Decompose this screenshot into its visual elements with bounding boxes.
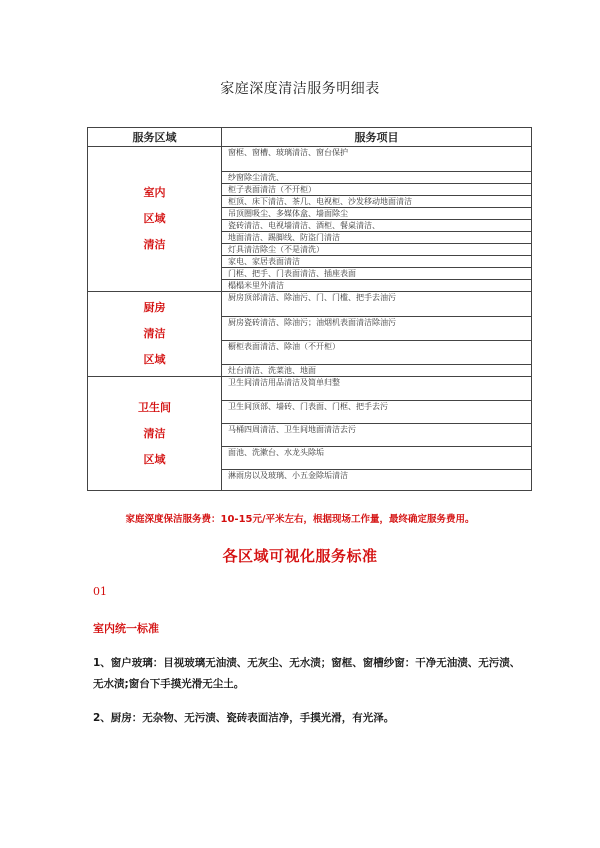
- area-label: 区域: [143, 353, 166, 366]
- service-item: 吊顶圈吸尘、多媒体盒、墙面除尘: [222, 208, 532, 220]
- service-item: 面池、洗漱台、水龙头除垢: [222, 447, 532, 470]
- service-item: 橱柜表面清洁、除油（不开柜）: [222, 341, 532, 365]
- service-fee-note: [0, 511, 600, 525]
- service-item: 窗框、窗槽、玻璃清洁、窗台保护: [222, 147, 532, 172]
- area-label: 清洁: [143, 238, 166, 251]
- area-label: 清洁: [143, 426, 166, 440]
- area-label: 室内: [143, 186, 166, 199]
- standard-paragraph-window: 1、窗户玻璃：目视玻璃无油渍、无灰尘、无水渍；窗框、窗槽纱窗：干净无油渍、无污渍、无水渍;窗台下手摸光滑无尘土。: [93, 657, 521, 690]
- service-item: 家电、家居表面清洁: [222, 256, 532, 268]
- service-item: 卫生间清洁用品清洁及简单归整: [222, 377, 532, 401]
- page-title: 家庭深度清洁服务明细表: [220, 81, 380, 97]
- header-items: 服务项目: [222, 128, 532, 147]
- area-label: 区域: [143, 212, 166, 225]
- area-label: 厨房: [143, 301, 166, 314]
- area-cell-indoor: [88, 147, 222, 292]
- section-title: 各区域可视化服务标准: [222, 547, 378, 565]
- service-item: 灶台清洁、洗菜池、地面: [222, 365, 532, 377]
- area-label: 卫生间: [138, 400, 171, 414]
- table-row: [88, 292, 532, 317]
- table-row: [88, 147, 532, 172]
- service-item: 柜顶、床下清洁、茶几、电视柜、沙发移动地面清洁: [222, 196, 532, 208]
- area-label: 清洁: [143, 327, 166, 340]
- service-item: 瓷砖清洁、电视墙清洁、酒柜、餐桌清洁、: [222, 220, 532, 232]
- table-header-row: [88, 128, 532, 147]
- service-item: 灯具清洁除尘（不是清洗）: [222, 244, 532, 256]
- fee-range: 10-15: [220, 514, 253, 525]
- service-item: 厨房顶部清洁、除油污、门、门槛、把手去油污: [222, 292, 532, 317]
- standard-paragraph-kitchen: 2、厨房：无杂物、无污渍、瓷砖表面洁净，手摸光滑，有光泽。: [93, 712, 395, 724]
- service-item: 柜子表面清洁（不开柜）: [222, 184, 532, 196]
- header-area: 服务区域: [88, 128, 222, 147]
- area-label: 区域: [143, 452, 166, 466]
- service-item: 厨房瓷砖清洁、除油污；油烟机表面清洁除油污: [222, 317, 532, 341]
- service-item: 门框、把手、门表面清洁、插座表面: [222, 268, 532, 280]
- table-row: [88, 377, 532, 401]
- service-table: [87, 127, 532, 491]
- area-cell-bathroom: [88, 377, 222, 491]
- service-item: 卫生间顶部、墙砖、门表面、门框、把手去污: [222, 401, 532, 424]
- section-number: 01: [93, 585, 107, 598]
- service-item: 马桶四周清洁、卫生间地面清洁去污: [222, 424, 532, 447]
- fee-suffix: 元/平米左右，根据现场工作量，最终确定服务费用。: [252, 514, 475, 525]
- fee-prefix: 家庭深度保洁服务费：: [125, 514, 221, 525]
- service-item: 地面清洁、踢脚线、防盗门清洁: [222, 232, 532, 244]
- service-item: 淋雨房以及玻璃、小五金除垢清洁: [222, 470, 532, 491]
- area-cell-kitchen: [88, 292, 222, 377]
- service-item: 榻榻米里外清洁: [222, 280, 532, 292]
- subsection-title: 室内统一标准: [93, 622, 159, 635]
- service-item: 纱窗除尘清洗、: [222, 172, 532, 184]
